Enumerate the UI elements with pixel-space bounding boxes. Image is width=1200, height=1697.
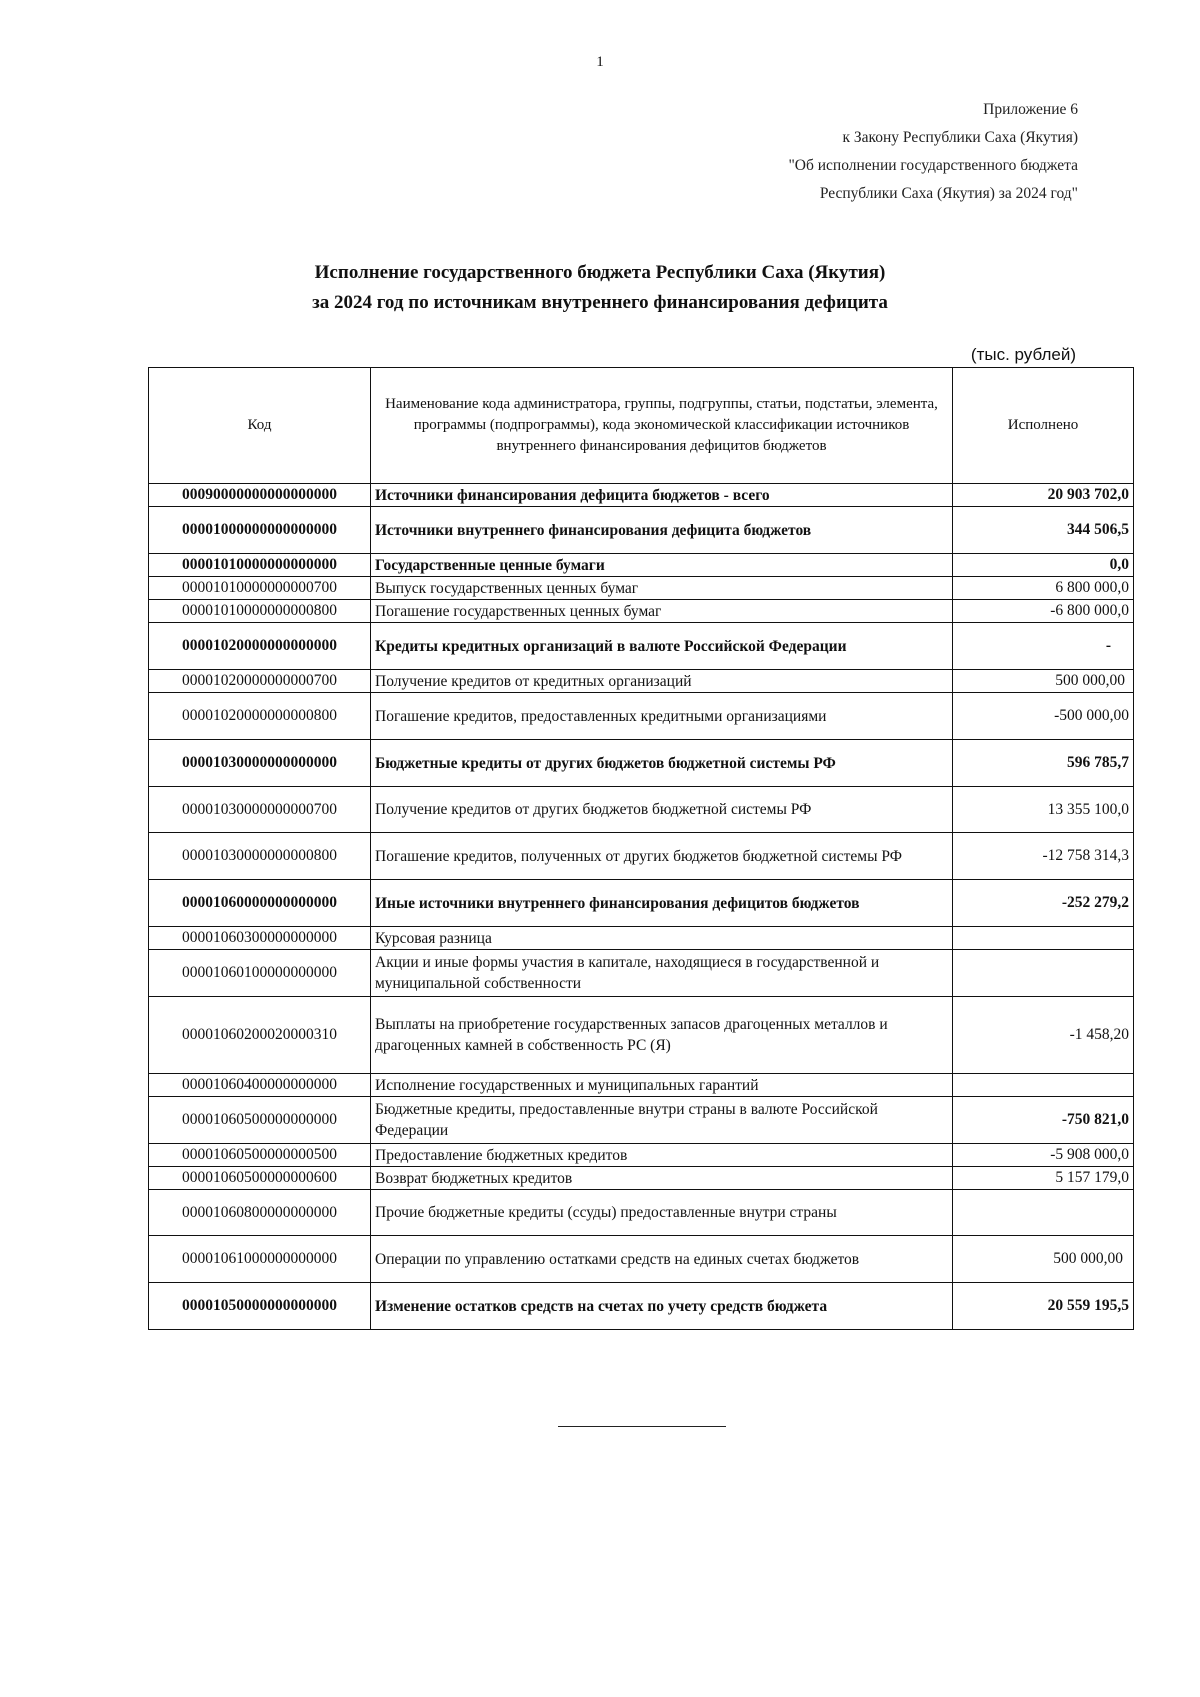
table-row	[149, 1167, 1134, 1190]
row-value: -1 458,20	[953, 997, 1134, 1074]
header-name: Наименование кода администратора, группы, подгруппы, статьи, подстатьи, элемента, программы (подпрограммы), кода экономической классификации источников внутреннего финансирования дефицитов бюджетов	[371, 368, 953, 484]
row-value: 500 000,00	[953, 1236, 1134, 1283]
header-code: Код	[149, 368, 371, 484]
row-code: 00090000000000000000	[149, 484, 371, 507]
row-code: 00001060800000000000	[149, 1190, 371, 1236]
row-name: Кредиты кредитных организаций в валюте Российской Федерации	[371, 623, 953, 670]
appendix-line: "Об исполнении государственного бюджета	[788, 157, 1078, 174]
row-value: -252 279,2	[953, 880, 1134, 927]
table-row	[149, 1283, 1134, 1330]
row-name: Погашение кредитов, полученных от других бюджетов бюджетной системы РФ	[371, 833, 953, 880]
row-name: Курсовая разница	[371, 927, 953, 950]
row-code: 00001050000000000000	[149, 1283, 371, 1330]
row-code: 00001020000000000000	[149, 623, 371, 670]
row-code: 00001060500000000000	[149, 1097, 371, 1144]
bottom-divider	[558, 1426, 726, 1427]
row-name: Предоставление бюджетных кредитов	[371, 1144, 953, 1167]
row-value	[953, 950, 1134, 997]
appendix-line: Приложение 6	[983, 101, 1078, 118]
row-value: 344 506,5	[953, 507, 1134, 554]
row-name: Получение кредитов от других бюджетов бюджетной системы РФ	[371, 787, 953, 833]
document-title	[0, 258, 1200, 318]
table-row	[149, 600, 1134, 623]
row-name: Выплаты на приобретение государственных запасов драгоценных металлов и драгоценных камней в собственность РС (Я)	[371, 997, 953, 1074]
row-code: 00001010000000000700	[149, 577, 371, 600]
row-code: 00001020000000000800	[149, 693, 371, 740]
row-code: 00001010000000000800	[149, 600, 371, 623]
title-line: Исполнение государственного бюджета Республики Саха (Якутия)	[314, 262, 886, 283]
row-name: Бюджетные кредиты, предоставленные внутри страны в валюте Российской Федерации	[371, 1097, 953, 1144]
appendix-line: Республики Саха (Якутия) за 2024 год"	[819, 185, 1078, 202]
row-name: Возврат бюджетных кредитов	[371, 1167, 953, 1190]
row-value: -6 800 000,0	[953, 600, 1134, 623]
row-code: 00001030000000000700	[149, 787, 371, 833]
table-row	[149, 693, 1134, 740]
row-name: Погашение государственных ценных бумаг	[371, 600, 953, 623]
row-value: -	[953, 623, 1134, 670]
table-row	[149, 1097, 1134, 1144]
row-code: 00001061000000000000	[149, 1236, 371, 1283]
row-value: 5 157 179,0	[953, 1167, 1134, 1190]
table-row	[149, 1144, 1134, 1167]
row-value: 596 785,7	[953, 740, 1134, 787]
table-row	[149, 787, 1134, 833]
table-row	[149, 927, 1134, 950]
table-header-row	[149, 368, 1134, 484]
appendix-note	[788, 96, 1078, 208]
table-row	[149, 577, 1134, 600]
row-code: 00001060000000000000	[149, 880, 371, 927]
table-row	[149, 507, 1134, 554]
table-row	[149, 484, 1134, 507]
row-code: 00001060400000000000	[149, 1074, 371, 1097]
row-name: Получение кредитов от кредитных организаций	[371, 670, 953, 693]
table-row	[149, 950, 1134, 997]
row-name: Бюджетные кредиты от других бюджетов бюджетной системы РФ	[371, 740, 953, 787]
row-name: Иные источники внутреннего финансирования дефицитов бюджетов	[371, 880, 953, 927]
row-code: 00001010000000000000	[149, 554, 371, 577]
row-code: 00001060100000000000	[149, 950, 371, 997]
row-value: -12 758 314,3	[953, 833, 1134, 880]
table-row	[149, 740, 1134, 787]
row-value: 0,0	[953, 554, 1134, 577]
row-code: 00001000000000000000	[149, 507, 371, 554]
table-row	[149, 623, 1134, 670]
row-name: Акции и иные формы участия в капитале, находящиеся в государственной и муниципальной собственности	[371, 950, 953, 997]
row-code: 00001060200020000310	[149, 997, 371, 1074]
page-number: 1	[596, 54, 604, 70]
units-label: (тыс. рублей)	[970, 345, 1076, 364]
table-row	[149, 1190, 1134, 1236]
appendix-line: к Закону Республики Саха (Якутия)	[842, 129, 1078, 146]
row-value	[953, 1190, 1134, 1236]
table-row	[149, 833, 1134, 880]
row-code: 00001030000000000000	[149, 740, 371, 787]
table-row	[149, 1236, 1134, 1283]
row-name: Выпуск государственных ценных бумаг	[371, 577, 953, 600]
row-code: 00001030000000000800	[149, 833, 371, 880]
row-name: Погашение кредитов, предоставленных кредитными организациями	[371, 693, 953, 740]
row-value: -5 908 000,0	[953, 1144, 1134, 1167]
header-value: Исполнено	[953, 368, 1134, 484]
row-name: Изменение остатков средств на счетах по учету средств бюджета	[371, 1283, 953, 1330]
row-code: 00001060300000000000	[149, 927, 371, 950]
row-name: Источники финансирования дефицита бюджетов - всего	[371, 484, 953, 507]
row-name: Исполнение государственных и муниципальных гарантий	[371, 1074, 953, 1097]
row-value	[953, 927, 1134, 950]
row-value: -500 000,00	[953, 693, 1134, 740]
row-name: Источники внутреннего финансирования дефицита бюджетов	[371, 507, 953, 554]
row-value: 6 800 000,0	[953, 577, 1134, 600]
row-value: 20 559 195,5	[953, 1283, 1134, 1330]
row-value: 20 903 702,0	[953, 484, 1134, 507]
title-line: за 2024 год по источникам внутреннего финансирования дефицита	[312, 292, 888, 313]
row-name: Прочие бюджетные кредиты (ссуды) предоставленные внутри страны	[371, 1190, 953, 1236]
row-name: Государственные ценные бумаги	[371, 554, 953, 577]
table-row	[149, 997, 1134, 1074]
table-row	[149, 880, 1134, 927]
row-code: 00001020000000000700	[149, 670, 371, 693]
table-row	[149, 670, 1134, 693]
row-value: 13 355 100,0	[953, 787, 1134, 833]
table-row	[149, 1074, 1134, 1097]
row-code: 00001060500000000500	[149, 1144, 371, 1167]
budget-table	[148, 367, 1134, 1330]
row-value: -750 821,0	[953, 1097, 1134, 1144]
row-name: Операции по управлению остатками средств на единых счетах бюджетов	[371, 1236, 953, 1283]
table-row	[149, 554, 1134, 577]
row-code: 00001060500000000600	[149, 1167, 371, 1190]
row-value	[953, 1074, 1134, 1097]
row-value: 500 000,00	[953, 670, 1134, 693]
